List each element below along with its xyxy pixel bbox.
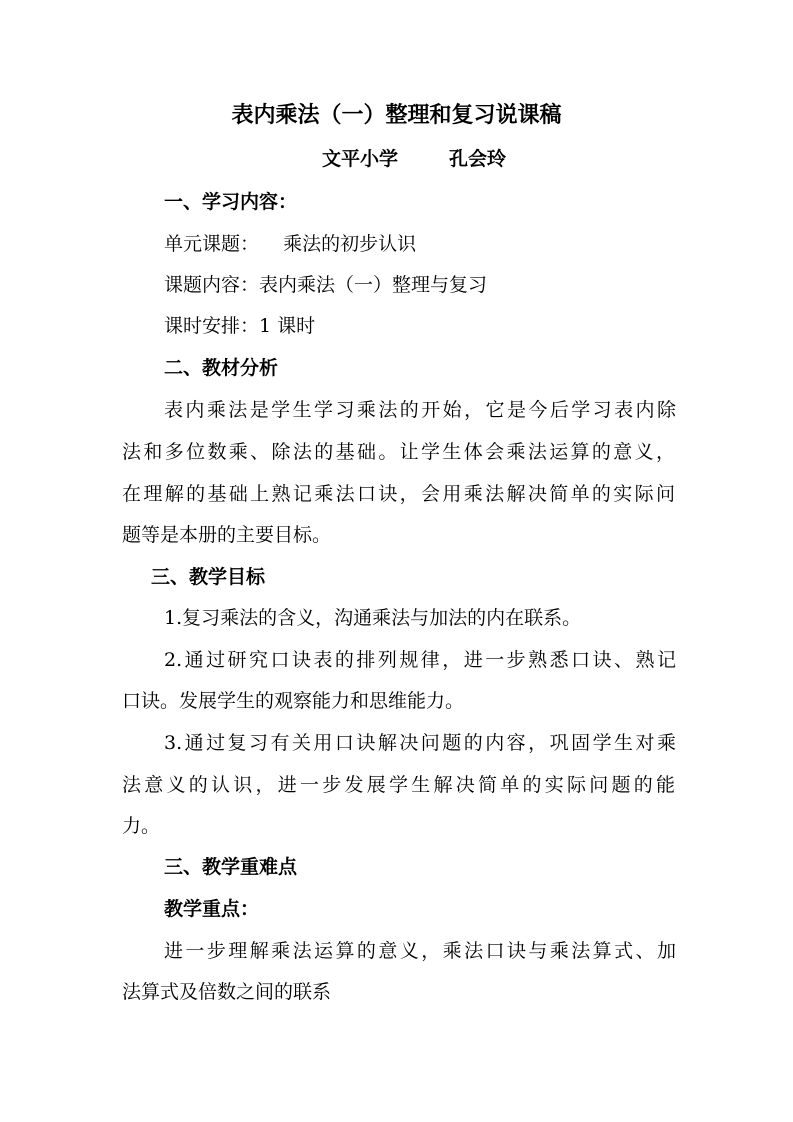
school-name: 文平小学 xyxy=(322,148,399,170)
section-heading-learning-content: 一、学习内容： xyxy=(164,191,298,213)
goal-3-line-3: 力。 xyxy=(122,815,161,837)
goal-3-line-2: 法意义的认识，进一步发展学生解决简单的实际问题的能 xyxy=(122,774,675,796)
author-name: 孔会玲 xyxy=(449,148,507,170)
section-heading-material-analysis: 二、教材分析 xyxy=(164,357,279,379)
section-heading-teaching-goals: 三、教学目标 xyxy=(151,566,266,588)
analysis-line-2: 法和多位数乘、除法的基础。让学生体会乘法运算的意义， xyxy=(122,441,675,463)
unit-topic-value: 乘法的初步认识 xyxy=(283,233,417,255)
goal-2-line-1: 2.通过研究口诀表的排列规律，进一步熟悉口诀、熟记 xyxy=(164,649,676,671)
section-heading-key-difficult-points: 三、教学重难点 xyxy=(164,856,298,878)
lesson-content-line: 课题内容：表内乘法（一）整理与复习 xyxy=(164,274,488,296)
analysis-line-4: 题等是本册的主要目标。 xyxy=(122,524,332,546)
analysis-line-3: 在理解的基础上熟记乘法口诀，会用乘法解决简单的实际问 xyxy=(122,483,675,505)
goal-2-line-2: 口诀。发展学生的观察能力和思维能力。 xyxy=(122,690,465,712)
document-title: 表内乘法（一）整理和复习说课稿 xyxy=(231,103,562,128)
lesson-hours-line: 课时安排：1 课时 xyxy=(164,315,316,337)
key-points-line-2: 法算式及倍数之间的联系 xyxy=(122,981,332,1003)
unit-topic-line xyxy=(164,232,416,256)
key-points-line-1: 进一步理解乘法运算的意义，乘法口诀与乘法算式、加 xyxy=(164,940,676,962)
goal-1: 1.复习乘法的含义，沟通乘法与加法的内在联系。 xyxy=(164,607,582,629)
analysis-line-1: 表内乘法是学生学习乘法的开始，它是今后学习表内除 xyxy=(164,399,676,421)
unit-topic-label: 单元课题： xyxy=(164,233,260,255)
goal-3-line-1: 3.通过复习有关用口诀解决问题的内容，巩固学生对乘 xyxy=(164,732,676,754)
key-points-heading: 教学重点： xyxy=(164,898,260,920)
